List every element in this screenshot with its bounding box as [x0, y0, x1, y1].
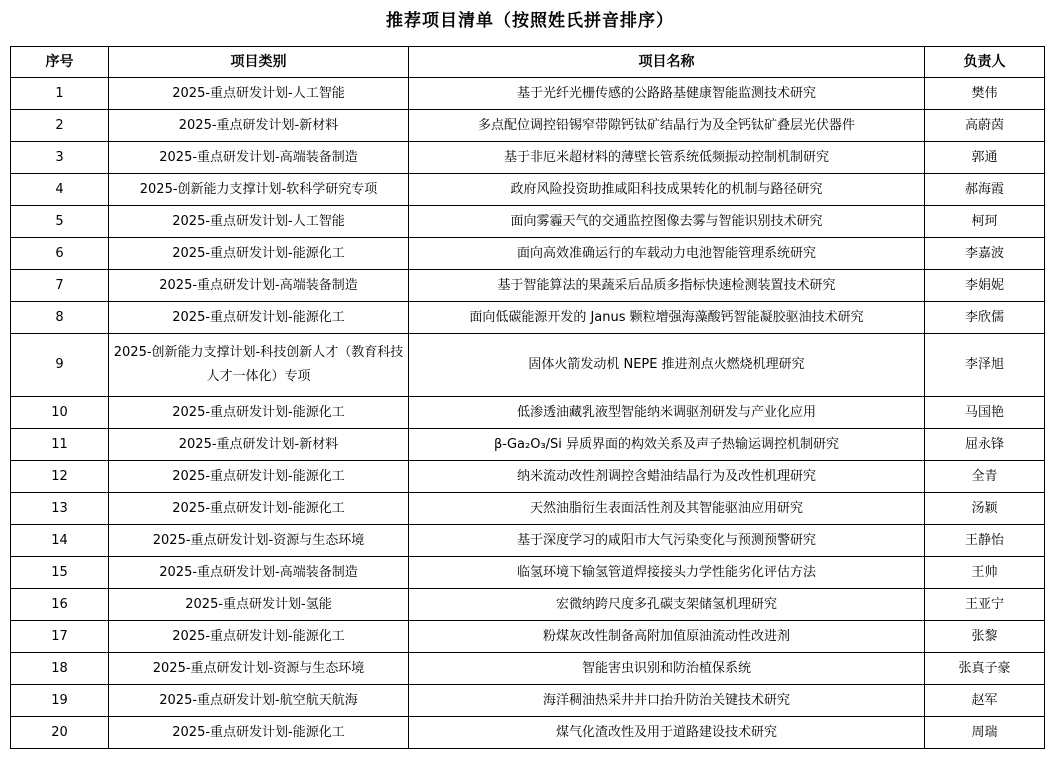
cell-index: 2 [11, 110, 109, 142]
cell-category: 2025-创新能力支撑计划-科技创新人才（教育科技人才一体化）专项 [109, 334, 409, 397]
cell-leader: 马国艳 [925, 397, 1045, 429]
table-row [11, 653, 1045, 685]
table-row [11, 206, 1045, 238]
table-row [11, 493, 1045, 525]
project-table [10, 46, 1045, 749]
cell-leader: 高蔚茵 [925, 110, 1045, 142]
cell-category: 2025-重点研发计划-能源化工 [109, 493, 409, 525]
table-body [11, 78, 1045, 749]
cell-index: 9 [11, 334, 109, 397]
cell-leader: 王亚宁 [925, 589, 1045, 621]
cell-index: 18 [11, 653, 109, 685]
cell-project-name: 海洋稠油热采井井口抬升防治关键技术研究 [409, 685, 925, 717]
table-row [11, 685, 1045, 717]
cell-project-name: 面向低碳能源开发的 Janus 颗粒增强海藻酸钙智能凝胶驱油技术研究 [409, 302, 925, 334]
cell-project-name: 基于非厄米超材料的薄壁长管系统低频振动控制机制研究 [409, 142, 925, 174]
cell-project-name: 宏微纳跨尺度多孔碳支架储氢机理研究 [409, 589, 925, 621]
cell-index: 5 [11, 206, 109, 238]
table-row [11, 461, 1045, 493]
cell-index: 10 [11, 397, 109, 429]
table-row [11, 589, 1045, 621]
cell-leader: 张黎 [925, 621, 1045, 653]
cell-project-name: 临氢环境下输氢管道焊接接头力学性能劣化评估方法 [409, 557, 925, 589]
header-category: 项目类别 [109, 47, 409, 78]
table-row [11, 270, 1045, 302]
cell-category: 2025-重点研发计划-航空航天航海 [109, 685, 409, 717]
table-row [11, 557, 1045, 589]
cell-project-name: 煤气化渣改性及用于道路建设技术研究 [409, 717, 925, 749]
table-row [11, 525, 1045, 557]
cell-leader: 王帅 [925, 557, 1045, 589]
cell-project-name: 面向高效准确运行的车载动力电池智能管理系统研究 [409, 238, 925, 270]
cell-leader: 张真子豪 [925, 653, 1045, 685]
table-row [11, 302, 1045, 334]
table-row [11, 717, 1045, 749]
cell-category: 2025-重点研发计划-能源化工 [109, 397, 409, 429]
cell-leader: 郝海霞 [925, 174, 1045, 206]
cell-leader: 樊伟 [925, 78, 1045, 110]
cell-category: 2025-创新能力支撑计划-软科学研究专项 [109, 174, 409, 206]
cell-leader: 李欣儒 [925, 302, 1045, 334]
cell-leader: 周瑞 [925, 717, 1045, 749]
cell-index: 1 [11, 78, 109, 110]
cell-leader: 全青 [925, 461, 1045, 493]
cell-project-name: 纳米流动改性剂调控含蜡油结晶行为及改性机理研究 [409, 461, 925, 493]
cell-project-name: 面向雾霾天气的交通监控图像去雾与智能识别技术研究 [409, 206, 925, 238]
cell-category: 2025-重点研发计划-能源化工 [109, 717, 409, 749]
cell-project-name: 固体火箭发动机 NEPE 推进剂点火燃烧机理研究 [409, 334, 925, 397]
cell-project-name: 天然油脂衍生表面活性剂及其智能驱油应用研究 [409, 493, 925, 525]
cell-leader: 郭通 [925, 142, 1045, 174]
table-row [11, 238, 1045, 270]
cell-project-name: 基于智能算法的果蔬采后品质多指标快速检测装置技术研究 [409, 270, 925, 302]
cell-leader: 赵军 [925, 685, 1045, 717]
cell-category: 2025-重点研发计划-新材料 [109, 110, 409, 142]
cell-index: 14 [11, 525, 109, 557]
cell-project-name: β-Ga₂O₃/Si 异质界面的构效关系及声子热输运调控机制研究 [409, 429, 925, 461]
table-row [11, 174, 1045, 206]
cell-project-name: 低渗透油藏乳液型智能纳米调驱剂研发与产业化应用 [409, 397, 925, 429]
cell-category: 2025-重点研发计划-能源化工 [109, 302, 409, 334]
cell-index: 19 [11, 685, 109, 717]
table-header-row [11, 47, 1045, 78]
table-row [11, 142, 1045, 174]
table-row [11, 621, 1045, 653]
cell-project-name: 粉煤灰改性制备高附加值原油流动性改进剂 [409, 621, 925, 653]
cell-leader: 汤颖 [925, 493, 1045, 525]
cell-index: 20 [11, 717, 109, 749]
cell-leader: 王静怡 [925, 525, 1045, 557]
table-row [11, 110, 1045, 142]
cell-category: 2025-重点研发计划-高端装备制造 [109, 142, 409, 174]
cell-project-name: 基于光纤光栅传感的公路路基健康智能监测技术研究 [409, 78, 925, 110]
cell-index: 4 [11, 174, 109, 206]
cell-category: 2025-重点研发计划-氢能 [109, 589, 409, 621]
cell-leader: 柯珂 [925, 206, 1045, 238]
cell-category: 2025-重点研发计划-人工智能 [109, 206, 409, 238]
cell-category: 2025-重点研发计划-能源化工 [109, 621, 409, 653]
cell-index: 8 [11, 302, 109, 334]
cell-index: 3 [11, 142, 109, 174]
cell-index: 12 [11, 461, 109, 493]
cell-project-name: 多点配位调控铅锡窄带隙钙钛矿结晶行为及全钙钛矿叠层光伏器件 [409, 110, 925, 142]
cell-category: 2025-重点研发计划-资源与生态环境 [109, 525, 409, 557]
cell-index: 16 [11, 589, 109, 621]
cell-index: 11 [11, 429, 109, 461]
cell-category: 2025-重点研发计划-能源化工 [109, 238, 409, 270]
cell-index: 17 [11, 621, 109, 653]
table-row [11, 334, 1045, 397]
cell-project-name: 政府风险投资助推咸阳科技成果转化的机制与路径研究 [409, 174, 925, 206]
table-row [11, 397, 1045, 429]
cell-index: 6 [11, 238, 109, 270]
cell-category: 2025-重点研发计划-新材料 [109, 429, 409, 461]
cell-index: 7 [11, 270, 109, 302]
cell-leader: 屈永锋 [925, 429, 1045, 461]
cell-category: 2025-重点研发计划-资源与生态环境 [109, 653, 409, 685]
cell-leader: 李嘉波 [925, 238, 1045, 270]
cell-leader: 李泽旭 [925, 334, 1045, 397]
cell-category: 2025-重点研发计划-高端装备制造 [109, 270, 409, 302]
document-title: 推荐项目清单（按照姓氏拼音排序） [386, 11, 674, 31]
cell-category: 2025-重点研发计划-人工智能 [109, 78, 409, 110]
header-index: 序号 [11, 47, 109, 78]
cell-index: 15 [11, 557, 109, 589]
header-project-name: 项目名称 [409, 47, 925, 78]
table-row [11, 429, 1045, 461]
cell-project-name: 基于深度学习的咸阳市大气污染变化与预测预警研究 [409, 525, 925, 557]
cell-project-name: 智能害虫识别和防治植保系统 [409, 653, 925, 685]
header-leader: 负责人 [925, 47, 1045, 78]
cell-category: 2025-重点研发计划-高端装备制造 [109, 557, 409, 589]
cell-index: 13 [11, 493, 109, 525]
cell-leader: 李娟妮 [925, 270, 1045, 302]
cell-category: 2025-重点研发计划-能源化工 [109, 461, 409, 493]
table-row [11, 78, 1045, 110]
